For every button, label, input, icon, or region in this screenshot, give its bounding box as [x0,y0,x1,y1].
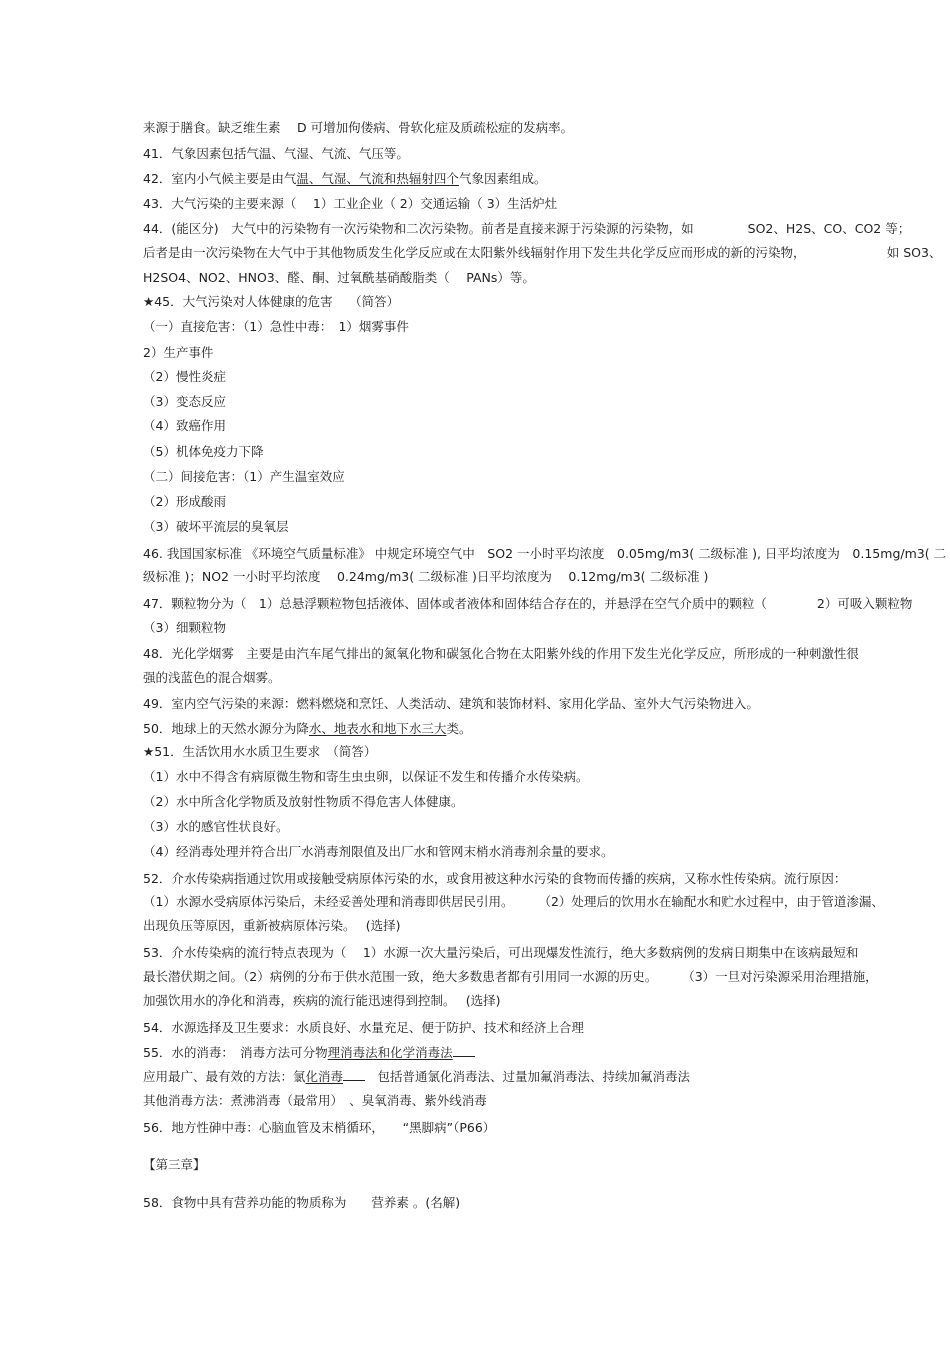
item-55-text: 55．水的消毒： 消毒方法可分物 [143,1045,328,1060]
item-55-underlined: 理消毒法和化学消毒法 [327,1045,453,1060]
item-55-other: 其他消毒方法：煮沸消毒（最常用） 、臭氧消毒、紫外线消毒 [143,1093,487,1108]
item-42-tail: 气象因素组成。 [458,171,547,186]
item-55-method-tail: 包括普通氯化消毒法、过量加氟消毒法、持续加氟消毒法 [377,1069,691,1084]
item-48-line-1: 48．光化学烟雾 主要是由汽车尾气排出的氮氧化物和碳氢化合物在太阳紫外线的作用下发生光化学反应，所形成的一种刺激性很 [143,646,859,661]
item-45-sub: （5）机体免疫力下降 [143,444,264,459]
item-52-line-2: （1）水源水受病原体污染后，未经妥善处理和消毒即供居民引用。 （2）处理后的饮用水在输配水和贮水过程中，由于管道渗漏、 [143,894,884,909]
item-55-method-text: 应用最广、最有效的方法：氯 [143,1069,306,1084]
item-51-heading: ★51．生活饮用水水质卫生要求 （简答） [143,744,377,759]
item-48-line-2: 强的浅蓝色的混合烟雾。 [143,670,281,685]
item-43: 43．大气污染的主要来源（ 1）工业企业（ 2）交通运输（ 3）生活炉灶 [143,196,558,211]
item-44-line-1: 44．(能区分) 大气中的污染物有一次污染物和二次污染物。前者是直接来源于污染源的污染物，如 SO2、H2S、CO、CO2 等； [143,221,911,236]
item-45-sub: （2）形成酸雨 [143,494,226,509]
item-51-sub: （1）水中不得含有病原微生物和寄生虫虫卵，以保证不发生和传播介水传染病。 [143,769,589,784]
item-42-underlined: 温、气湿、气流和热辐射四个 [296,171,459,186]
item-42-text: 42．室内小气候主要是由气 [143,171,297,186]
item-42 [143,171,546,187]
item-44-line-3: H2SO4、NO2、HNO3、醛、酮、过氧酰基硝酸脂类（ PANs）等。 [143,270,535,285]
item-45-sub: 2）生产事件 [143,345,214,360]
item-53-line-1: 53．介水传染病的流行特点表现为（ 1）水源一次大量污染后，可出现爆发性流行，绝大多数病例的发病日期集中在该病最短和 [143,945,859,960]
item-50 [143,721,471,737]
item-45-indirect: （二）间接危害：（1）产生温室效应 [143,469,345,484]
item-47-line-2: （3）细颗粒物 [143,620,226,635]
item-50-tail: 类。 [446,721,472,736]
item-46-line-2: 级标准 )；NO2 一小时平均浓度 0.24mg/m3( 二级标准 )日平均浓度为 0.12mg/m3( 二级标准 ) [143,569,709,584]
item-52-line-1: 52．介水传染病指通过饮用或接触受病原体污染的水，或食用被这种水污染的食物而传播的疾病，又称水性传染病。流行原因： [143,871,847,886]
item-50-underlined: 水、地表水和地下水三大 [308,721,447,736]
item-45-direct: （一）直接危害：（1）急性中毒： 1）烟雾事件 [143,319,409,334]
item-50-text: 50．地球上的天然水源分为降 [143,721,309,736]
item-53-line-2: 最长潜伏期之间。（2）病例的分布于供水范围一致，绝大多数患者都有引用同一水源的历史。 （3）一旦对污染源采用治理措施， [143,969,878,984]
item-54: 54．水源选择及卫生要求：水质良好、水量充足、便于防护、技术和经济上合理 [143,1020,584,1035]
item-45-heading: ★45．大气污染对人体健康的危害 （简答） [143,294,400,309]
item-55-method [143,1068,690,1085]
item-45-sub: （3）变态反应 [143,394,226,409]
item-56: 56．地方性砷中毒：心脑血管及末梢循环， “黑脚病”（P66） [143,1120,496,1135]
item-45-sub: （4）致癌作用 [143,418,226,433]
chapter-heading: 【第三章】 [143,1157,206,1172]
item-45-sub: （2）慢性炎症 [143,369,226,384]
blank-underline [453,1044,475,1057]
item-55-method-underlined: 化消毒 [305,1069,344,1084]
item-52-line-3: 出现负压等原因，重新被病原体污染。 (选择) [143,918,401,933]
item-44-line-2: 后者是由一次污染物在大气中于其他物质发生化学反应或在太阳紫外线辐射作用下发生共化学反应而形成的新的污染物， 如 SO3、 [143,245,942,260]
item-49: 49．室内空气污染的来源：燃料燃烧和烹饪、人类活动、建筑和装饰材料、家用化学品、室外大气污染物进入。 [143,696,759,711]
item-46-line-1: 46. 我国国家标准 《环境空气质量标准》 中规定环境空气中 SO2 一小时平均浓度 0.05mg/m3( 二级标准 ), 日平均浓度为 0.15mg/m3( 二 [143,546,947,561]
item-41: 41．气象因素包括气温、气湿、气流、气压等。 [143,146,409,161]
item-45-sub: （3）破坏平流层的臭氧层 [143,519,289,534]
item-51-sub: （4）经消毒处理并符合出厂水消毒剂限值及出厂水和管网末梢水消毒剂余量的要求。 [143,844,614,859]
item-51-sub: （3）水的感官性状良好。 [143,819,289,834]
item-55 [143,1044,475,1061]
text-line: 来源于膳食。缺乏维生素 D 可增加佝偻病、骨软化症及质疏松症的发病率。 [143,120,574,135]
item-58: 58．食物中具有营养功能的物质称为 营养素 。(名解) [143,1195,461,1210]
item-51-sub: （2）水中所含化学物质及放射性物质不得危害人体健康。 [143,794,464,809]
blank-underline [343,1068,365,1081]
item-53-line-3: 加强饮用水的净化和消毒，疾病的流行能迅速得到控制。 (选择) [143,993,501,1008]
item-47-line-1: 47．颗粒物分为（ 1）总悬浮颗粒物包括液体、固体或者液体和固体结合存在的，并悬浮在空气介质中的颗粒（ 2）可吸入颗粒物 [143,596,913,611]
